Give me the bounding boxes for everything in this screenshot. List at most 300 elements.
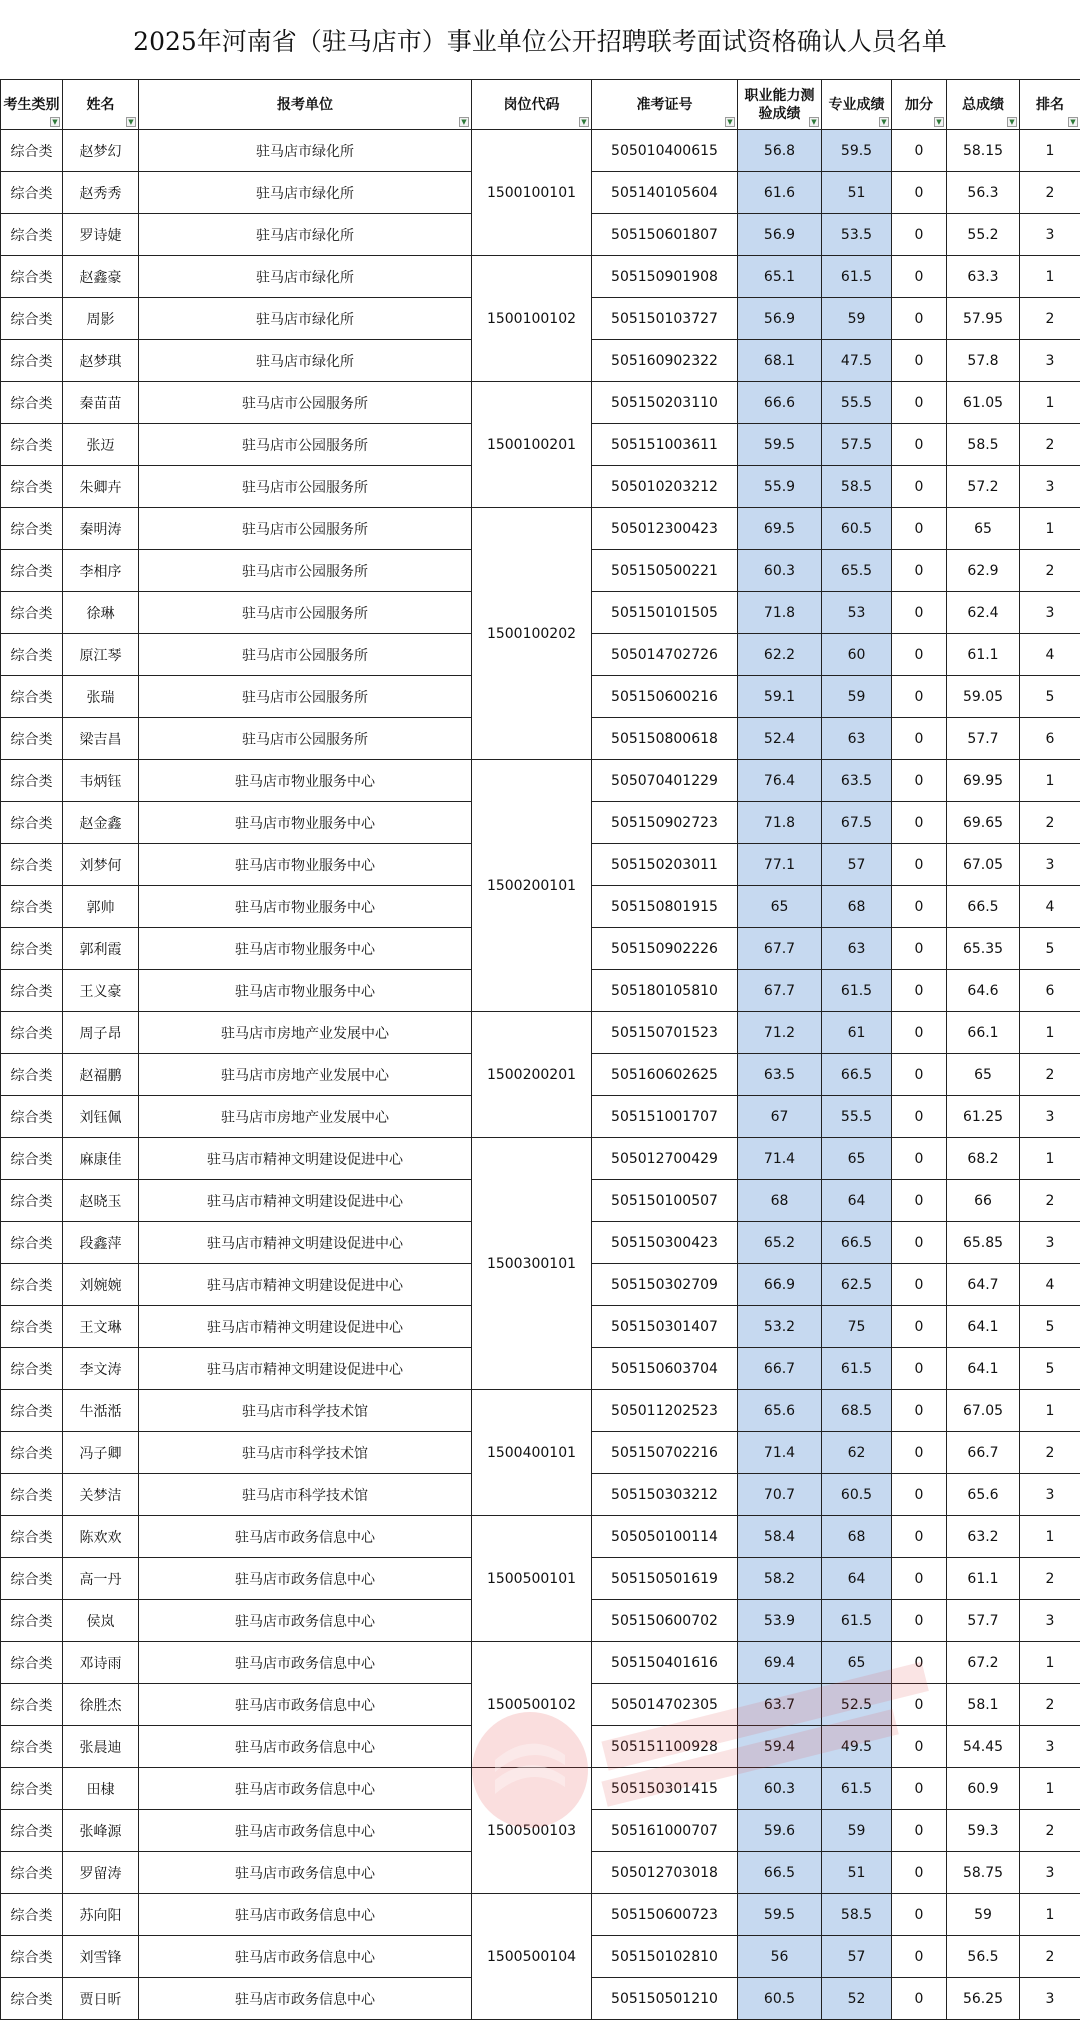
- cell-total-score: 64.1: [947, 1306, 1020, 1348]
- table-row: [1, 382, 1080, 424]
- cell-rank: 3: [1020, 1096, 1080, 1138]
- cell-bonus: 0: [892, 970, 947, 1012]
- cell-exam-id: 505010203212: [592, 466, 738, 508]
- cell-rank: 6: [1020, 718, 1080, 760]
- cell-unit: 驻马店市绿化所: [139, 298, 472, 340]
- cell-unit: 驻马店市物业服务中心: [139, 928, 472, 970]
- cell-total-score: 65.85: [947, 1222, 1020, 1264]
- cell-total-score: 57.8: [947, 340, 1020, 382]
- cell-category: 综合类: [1, 592, 63, 634]
- cell-unit: 驻马店市科学技术馆: [139, 1390, 472, 1432]
- cell-major-score: 63.5: [822, 760, 892, 802]
- header-aptitude-score[interactable]: [738, 80, 822, 130]
- cell-exam-id: 505151003611: [592, 424, 738, 466]
- cell-aptitude-score: 69.4: [738, 1642, 822, 1684]
- cell-rank: 2: [1020, 1684, 1080, 1726]
- cell-category: 综合类: [1, 550, 63, 592]
- cell-category: 综合类: [1, 1726, 63, 1768]
- cell-exam-id: 505150401616: [592, 1642, 738, 1684]
- cell-total-score: 65.6: [947, 1474, 1020, 1516]
- cell-category: 综合类: [1, 466, 63, 508]
- cell-major-score: 61.5: [822, 256, 892, 298]
- cell-rank: 3: [1020, 1852, 1080, 1894]
- cell-category: 综合类: [1, 676, 63, 718]
- cell-major-score: 61.5: [822, 1348, 892, 1390]
- cell-post-code: 1500100201: [472, 382, 592, 508]
- cell-aptitude-score: 59.4: [738, 1726, 822, 1768]
- cell-name: 苏向阳: [63, 1894, 139, 1936]
- cell-bonus: 0: [892, 1642, 947, 1684]
- cell-unit: 驻马店市公园服务所: [139, 508, 472, 550]
- cell-category: 综合类: [1, 340, 63, 382]
- cell-total-score: 59.05: [947, 676, 1020, 718]
- cell-bonus: 0: [892, 1684, 947, 1726]
- cell-aptitude-score: 76.4: [738, 760, 822, 802]
- cell-bonus: 0: [892, 1096, 947, 1138]
- header-label: 准考证号: [637, 97, 693, 113]
- cell-bonus: 0: [892, 1726, 947, 1768]
- cell-unit: 驻马店市公园服务所: [139, 466, 472, 508]
- table-row: [1, 256, 1080, 298]
- cell-name: 张瑞: [63, 676, 139, 718]
- cell-unit: 驻马店市绿化所: [139, 256, 472, 298]
- cell-category: 综合类: [1, 1852, 63, 1894]
- cell-post-code: 1500100202: [472, 508, 592, 760]
- cell-total-score: 66.5: [947, 886, 1020, 928]
- cell-exam-id: 505150601807: [592, 214, 738, 256]
- table-row: [1, 1012, 1080, 1054]
- cell-rank: 4: [1020, 1264, 1080, 1306]
- cell-total-score: 66.7: [947, 1432, 1020, 1474]
- cell-bonus: 0: [892, 802, 947, 844]
- cell-bonus: 0: [892, 256, 947, 298]
- cell-bonus: 0: [892, 1222, 947, 1264]
- cell-aptitude-score: 60.3: [738, 1768, 822, 1810]
- cell-major-score: 63: [822, 928, 892, 970]
- cell-aptitude-score: 52.4: [738, 718, 822, 760]
- header-category[interactable]: [1, 80, 63, 130]
- header-label: 职业能力测验成绩: [745, 88, 815, 122]
- cell-exam-id: 505150501210: [592, 1978, 738, 2020]
- cell-major-score: 59: [822, 676, 892, 718]
- cell-total-score: 63.2: [947, 1516, 1020, 1558]
- cell-name: 秦明涛: [63, 508, 139, 550]
- cell-total-score: 61.1: [947, 1558, 1020, 1600]
- cell-exam-id: 505150301415: [592, 1768, 738, 1810]
- cell-total-score: 58.15: [947, 130, 1020, 172]
- dropdown-filter-icon[interactable]: ▼: [459, 117, 469, 127]
- cell-category: 综合类: [1, 1096, 63, 1138]
- cell-aptitude-score: 65.2: [738, 1222, 822, 1264]
- cell-exam-id: 505150203011: [592, 844, 738, 886]
- cell-major-score: 66.5: [822, 1222, 892, 1264]
- cell-unit: 驻马店市房地产业发展中心: [139, 1096, 472, 1138]
- cell-major-score: 51: [822, 172, 892, 214]
- cell-rank: 3: [1020, 214, 1080, 256]
- cell-unit: 驻马店市房地产业发展中心: [139, 1054, 472, 1096]
- cell-name: 关梦洁: [63, 1474, 139, 1516]
- cell-aptitude-score: 71.8: [738, 802, 822, 844]
- cell-name: 刘雪锋: [63, 1936, 139, 1978]
- cell-bonus: 0: [892, 760, 947, 802]
- cell-post-code: 1500100101: [472, 130, 592, 256]
- cell-unit: 驻马店市政务信息中心: [139, 1936, 472, 1978]
- cell-bonus: 0: [892, 298, 947, 340]
- cell-name: 徐琳: [63, 592, 139, 634]
- cell-unit: 驻马店市精神文明建设促进中心: [139, 1180, 472, 1222]
- header-unit[interactable]: [139, 80, 472, 130]
- header-major-score[interactable]: [822, 80, 892, 130]
- cell-unit: 驻马店市公园服务所: [139, 550, 472, 592]
- cell-exam-id: 505012700429: [592, 1138, 738, 1180]
- cell-category: 综合类: [1, 1516, 63, 1558]
- dropdown-filter-icon[interactable]: ▼: [579, 117, 589, 127]
- cell-name: 冯子卿: [63, 1432, 139, 1474]
- cell-category: 综合类: [1, 256, 63, 298]
- cell-aptitude-score: 67.7: [738, 928, 822, 970]
- cell-rank: 1: [1020, 382, 1080, 424]
- cell-aptitude-score: 67: [738, 1096, 822, 1138]
- cell-major-score: 59: [822, 298, 892, 340]
- cell-major-score: 64: [822, 1558, 892, 1600]
- cell-post-code: 1500500104: [472, 1894, 592, 2020]
- cell-unit: 驻马店市公园服务所: [139, 676, 472, 718]
- cell-name: 徐胜杰: [63, 1684, 139, 1726]
- cell-name: 王义豪: [63, 970, 139, 1012]
- header-name[interactable]: [63, 80, 139, 130]
- cell-category: 综合类: [1, 1222, 63, 1264]
- cell-category: 综合类: [1, 1978, 63, 2020]
- cell-unit: 驻马店市政务信息中心: [139, 1726, 472, 1768]
- cell-aptitude-score: 60.3: [738, 550, 822, 592]
- cell-exam-id: 505014702305: [592, 1684, 738, 1726]
- cell-total-score: 61.1: [947, 634, 1020, 676]
- cell-name: 高一丹: [63, 1558, 139, 1600]
- dropdown-filter-icon[interactable]: ▼: [809, 117, 819, 127]
- cell-bonus: 0: [892, 1432, 947, 1474]
- cell-major-score: 61.5: [822, 1768, 892, 1810]
- cell-post-code: 1500500101: [472, 1516, 592, 1642]
- cell-category: 综合类: [1, 1432, 63, 1474]
- header-post-code[interactable]: [472, 80, 592, 130]
- cell-rank: 3: [1020, 466, 1080, 508]
- cell-name: 赵晓玉: [63, 1180, 139, 1222]
- cell-unit: 驻马店市物业服务中心: [139, 802, 472, 844]
- cell-post-code: 1500500103: [472, 1768, 592, 1894]
- table-body: [1, 130, 1080, 2020]
- cell-major-score: 57: [822, 844, 892, 886]
- cell-exam-id: 505150500221: [592, 550, 738, 592]
- cell-name: 贾日昕: [63, 1978, 139, 2020]
- candidate-table: [0, 79, 1080, 2020]
- cell-name: 田棣: [63, 1768, 139, 1810]
- cell-name: 赵鑫豪: [63, 256, 139, 298]
- cell-name: 梁吉昌: [63, 718, 139, 760]
- cell-rank: 3: [1020, 340, 1080, 382]
- header-row: [1, 80, 1080, 130]
- cell-aptitude-score: 71.4: [738, 1138, 822, 1180]
- cell-name: 张迈: [63, 424, 139, 466]
- dropdown-filter-icon[interactable]: ▼: [1068, 117, 1078, 127]
- cell-total-score: 56.5: [947, 1936, 1020, 1978]
- cell-name: 段鑫萍: [63, 1222, 139, 1264]
- cell-rank: 3: [1020, 1978, 1080, 2020]
- cell-bonus: 0: [892, 130, 947, 172]
- cell-name: 赵福鹏: [63, 1054, 139, 1096]
- cell-name: 邓诗雨: [63, 1642, 139, 1684]
- dropdown-filter-icon[interactable]: ▼: [879, 117, 889, 127]
- dropdown-filter-icon[interactable]: ▼: [50, 117, 60, 127]
- cell-major-score: 63: [822, 718, 892, 760]
- cell-major-score: 64: [822, 1180, 892, 1222]
- cell-bonus: 0: [892, 1936, 947, 1978]
- cell-total-score: 61.25: [947, 1096, 1020, 1138]
- cell-major-score: 61.5: [822, 1600, 892, 1642]
- cell-category: 综合类: [1, 382, 63, 424]
- cell-aptitude-score: 56.9: [738, 298, 822, 340]
- cell-bonus: 0: [892, 1600, 947, 1642]
- cell-unit: 驻马店市物业服务中心: [139, 760, 472, 802]
- cell-rank: 3: [1020, 1222, 1080, 1264]
- cell-major-score: 61.5: [822, 970, 892, 1012]
- cell-unit: 驻马店市物业服务中心: [139, 886, 472, 928]
- cell-total-score: 64.7: [947, 1264, 1020, 1306]
- cell-unit: 驻马店市精神文明建设促进中心: [139, 1138, 472, 1180]
- cell-total-score: 58.5: [947, 424, 1020, 466]
- cell-name: 周影: [63, 298, 139, 340]
- cell-aptitude-score: 66.5: [738, 1852, 822, 1894]
- cell-unit: 驻马店市科学技术馆: [139, 1432, 472, 1474]
- cell-major-score: 68: [822, 1516, 892, 1558]
- cell-exam-id: 505150801915: [592, 886, 738, 928]
- cell-exam-id: 505012703018: [592, 1852, 738, 1894]
- cell-total-score: 54.45: [947, 1726, 1020, 1768]
- cell-exam-id: 505150103727: [592, 298, 738, 340]
- cell-unit: 驻马店市物业服务中心: [139, 970, 472, 1012]
- cell-post-code: 1500200201: [472, 1012, 592, 1138]
- cell-rank: 1: [1020, 1012, 1080, 1054]
- cell-category: 综合类: [1, 298, 63, 340]
- cell-unit: 驻马店市精神文明建设促进中心: [139, 1306, 472, 1348]
- cell-rank: 3: [1020, 1726, 1080, 1768]
- cell-bonus: 0: [892, 1852, 947, 1894]
- cell-name: 刘钰佩: [63, 1096, 139, 1138]
- header-label: 加分: [905, 97, 933, 113]
- cell-category: 综合类: [1, 130, 63, 172]
- cell-rank: 3: [1020, 1600, 1080, 1642]
- dropdown-filter-icon[interactable]: ▼: [934, 117, 944, 127]
- dropdown-filter-icon[interactable]: ▼: [126, 117, 136, 127]
- cell-total-score: 63.3: [947, 256, 1020, 298]
- cell-aptitude-score: 66.9: [738, 1264, 822, 1306]
- cell-unit: 驻马店市政务信息中心: [139, 1684, 472, 1726]
- cell-aptitude-score: 59.5: [738, 424, 822, 466]
- dropdown-filter-icon[interactable]: ▼: [1007, 117, 1017, 127]
- cell-bonus: 0: [892, 718, 947, 760]
- cell-bonus: 0: [892, 340, 947, 382]
- cell-bonus: 0: [892, 676, 947, 718]
- cell-exam-id: 505150701523: [592, 1012, 738, 1054]
- cell-exam-id: 505150301407: [592, 1306, 738, 1348]
- cell-name: 麻康佳: [63, 1138, 139, 1180]
- cell-category: 综合类: [1, 1138, 63, 1180]
- cell-bonus: 0: [892, 1180, 947, 1222]
- cell-unit: 驻马店市政务信息中心: [139, 1810, 472, 1852]
- table-row: [1, 508, 1080, 550]
- cell-total-score: 56.25: [947, 1978, 1020, 2020]
- cell-post-code: 1500300101: [472, 1138, 592, 1390]
- cell-bonus: 0: [892, 1516, 947, 1558]
- cell-major-score: 58.5: [822, 466, 892, 508]
- cell-unit: 驻马店市公园服务所: [139, 382, 472, 424]
- cell-rank: 2: [1020, 1936, 1080, 1978]
- cell-total-score: 55.2: [947, 214, 1020, 256]
- cell-bonus: 0: [892, 1768, 947, 1810]
- cell-major-score: 53: [822, 592, 892, 634]
- header-total-score[interactable]: [947, 80, 1020, 130]
- cell-bonus: 0: [892, 1894, 947, 1936]
- cell-bonus: 0: [892, 1054, 947, 1096]
- cell-unit: 驻马店市物业服务中心: [139, 844, 472, 886]
- cell-aptitude-score: 55.9: [738, 466, 822, 508]
- cell-total-score: 57.7: [947, 1600, 1020, 1642]
- cell-exam-id: 505012300423: [592, 508, 738, 550]
- cell-aptitude-score: 62.2: [738, 634, 822, 676]
- cell-major-score: 52.5: [822, 1684, 892, 1726]
- cell-total-score: 65: [947, 508, 1020, 550]
- cell-unit: 驻马店市政务信息中心: [139, 1516, 472, 1558]
- cell-exam-id: 505014702726: [592, 634, 738, 676]
- cell-total-score: 58.1: [947, 1684, 1020, 1726]
- cell-bonus: 0: [892, 1264, 947, 1306]
- cell-name: 郭利霞: [63, 928, 139, 970]
- cell-name: 侯岚: [63, 1600, 139, 1642]
- cell-name: 原江琴: [63, 634, 139, 676]
- cell-post-code: 1500500102: [472, 1642, 592, 1768]
- cell-category: 综合类: [1, 1684, 63, 1726]
- cell-name: 王文琳: [63, 1306, 139, 1348]
- cell-aptitude-score: 77.1: [738, 844, 822, 886]
- cell-unit: 驻马店市政务信息中心: [139, 1852, 472, 1894]
- header-label: 专业成绩: [829, 97, 885, 113]
- cell-aptitude-score: 60.5: [738, 1978, 822, 2020]
- cell-unit: 驻马店市公园服务所: [139, 634, 472, 676]
- cell-major-score: 62: [822, 1432, 892, 1474]
- cell-name: 张晨迪: [63, 1726, 139, 1768]
- cell-category: 综合类: [1, 1558, 63, 1600]
- cell-total-score: 66.1: [947, 1012, 1020, 1054]
- cell-rank: 2: [1020, 298, 1080, 340]
- cell-category: 综合类: [1, 172, 63, 214]
- cell-bonus: 0: [892, 928, 947, 970]
- cell-bonus: 0: [892, 1138, 947, 1180]
- cell-name: 秦苗苗: [63, 382, 139, 424]
- header-rank[interactable]: [1020, 80, 1080, 130]
- cell-exam-id: 505150702216: [592, 1432, 738, 1474]
- cell-aptitude-score: 71.2: [738, 1012, 822, 1054]
- cell-exam-id: 505150603704: [592, 1348, 738, 1390]
- cell-name: 赵梦幻: [63, 130, 139, 172]
- cell-bonus: 0: [892, 844, 947, 886]
- cell-major-score: 59: [822, 1810, 892, 1852]
- cell-aptitude-score: 69.5: [738, 508, 822, 550]
- cell-aptitude-score: 68: [738, 1180, 822, 1222]
- cell-name: 韦炳钰: [63, 760, 139, 802]
- header-label: 总成绩: [962, 97, 1004, 113]
- cell-category: 综合类: [1, 1348, 63, 1390]
- header-label: 岗位代码: [504, 97, 560, 113]
- cell-aptitude-score: 61.6: [738, 172, 822, 214]
- cell-exam-id: 505070401229: [592, 760, 738, 802]
- cell-unit: 驻马店市政务信息中心: [139, 1642, 472, 1684]
- cell-rank: 1: [1020, 1894, 1080, 1936]
- cell-major-score: 61: [822, 1012, 892, 1054]
- cell-total-score: 59.3: [947, 1810, 1020, 1852]
- cell-major-score: 60: [822, 634, 892, 676]
- table-row: [1, 1138, 1080, 1180]
- header-bonus[interactable]: [892, 80, 947, 130]
- cell-unit: 驻马店市政务信息中心: [139, 1558, 472, 1600]
- cell-total-score: 65.35: [947, 928, 1020, 970]
- cell-category: 综合类: [1, 1894, 63, 1936]
- cell-major-score: 49.5: [822, 1726, 892, 1768]
- cell-rank: 2: [1020, 1558, 1080, 1600]
- cell-bonus: 0: [892, 886, 947, 928]
- cell-category: 综合类: [1, 1012, 63, 1054]
- cell-exam-id: 505150302709: [592, 1264, 738, 1306]
- cell-category: 综合类: [1, 718, 63, 760]
- cell-bonus: 0: [892, 1348, 947, 1390]
- cell-major-score: 67.5: [822, 802, 892, 844]
- cell-unit: 驻马店市公园服务所: [139, 424, 472, 466]
- cell-major-score: 51: [822, 1852, 892, 1894]
- cell-aptitude-score: 71.8: [738, 592, 822, 634]
- cell-exam-id: 505140105604: [592, 172, 738, 214]
- cell-aptitude-score: 59.5: [738, 1894, 822, 1936]
- cell-exam-id: 505150101505: [592, 592, 738, 634]
- table-row: [1, 1894, 1080, 1936]
- cell-total-score: 62.4: [947, 592, 1020, 634]
- cell-name: 赵秀秀: [63, 172, 139, 214]
- cell-aptitude-score: 63.7: [738, 1684, 822, 1726]
- cell-exam-id: 505150600216: [592, 676, 738, 718]
- cell-unit: 驻马店市公园服务所: [139, 718, 472, 760]
- cell-aptitude-score: 65.6: [738, 1390, 822, 1432]
- cell-unit: 驻马店市绿化所: [139, 340, 472, 382]
- cell-unit: 驻马店市绿化所: [139, 214, 472, 256]
- cell-rank: 4: [1020, 634, 1080, 676]
- header-exam-id[interactable]: [592, 80, 738, 130]
- cell-major-score: 65.5: [822, 550, 892, 592]
- cell-major-score: 58.5: [822, 1894, 892, 1936]
- cell-exam-id: 505151001707: [592, 1096, 738, 1138]
- cell-major-score: 66.5: [822, 1054, 892, 1096]
- cell-rank: 2: [1020, 1432, 1080, 1474]
- cell-total-score: 67.05: [947, 1390, 1020, 1432]
- cell-exam-id: 505150102810: [592, 1936, 738, 1978]
- cell-category: 综合类: [1, 1768, 63, 1810]
- cell-bonus: 0: [892, 1306, 947, 1348]
- cell-post-code: 1500100102: [472, 256, 592, 382]
- cell-category: 综合类: [1, 424, 63, 466]
- dropdown-filter-icon[interactable]: ▼: [725, 117, 735, 127]
- cell-name: 刘婉婉: [63, 1264, 139, 1306]
- cell-exam-id: 505160902322: [592, 340, 738, 382]
- cell-aptitude-score: 66.6: [738, 382, 822, 424]
- cell-name: 李相序: [63, 550, 139, 592]
- cell-total-score: 60.9: [947, 1768, 1020, 1810]
- cell-bonus: 0: [892, 1810, 947, 1852]
